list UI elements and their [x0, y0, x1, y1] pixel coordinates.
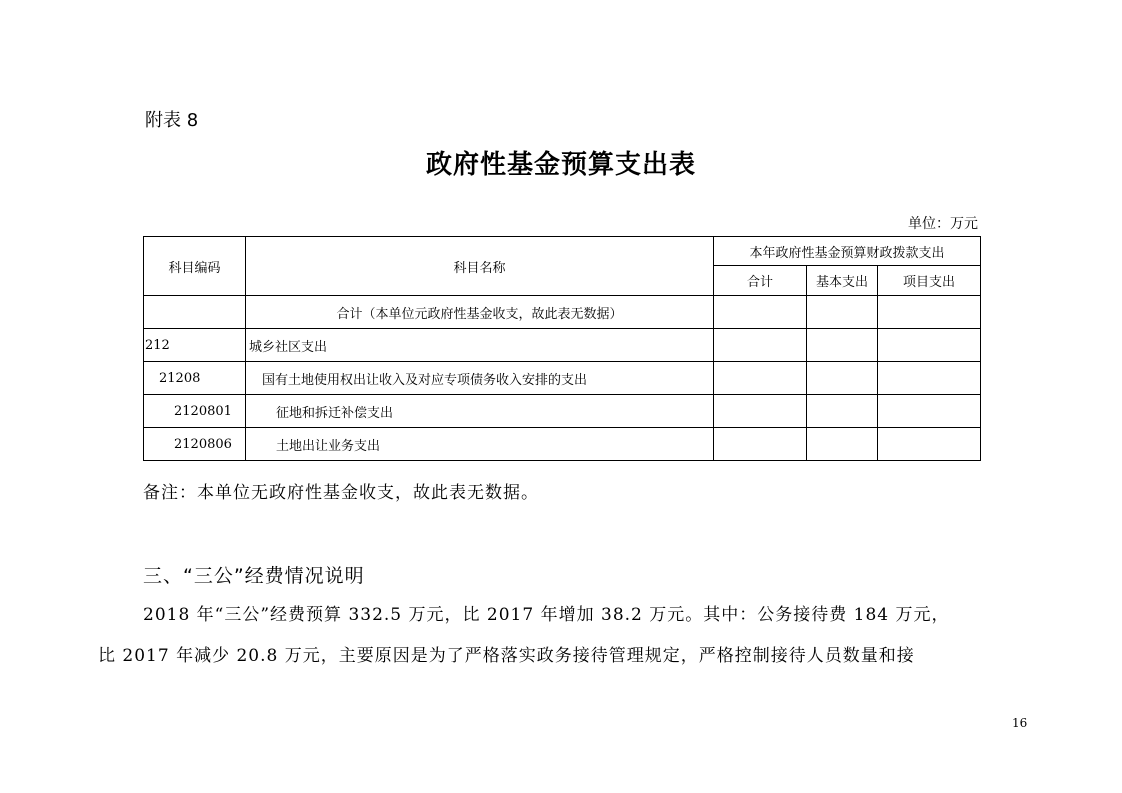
row-project [878, 395, 981, 428]
row-project [878, 428, 981, 461]
header-total: 合计 [714, 266, 807, 296]
paragraph-line-2: 比 2017 年减少 20.8 万元，主要原因是为了严格落实政务接待管理规定，严格控制接待人员数量和接 [98, 646, 915, 666]
table-note: 备注：本单位无政府性基金收支，故此表无数据。 [143, 483, 539, 503]
header-project: 项目支出 [878, 266, 981, 296]
table-row [144, 428, 981, 461]
row-code: 212 [144, 329, 246, 362]
row-name: 国有土地使用权出让收入及对应专项债务收入安排的支出 [246, 362, 714, 395]
table-row-total [144, 296, 981, 329]
table-row [144, 362, 981, 395]
paragraph-line-1: 2018 年“三公”经费预算 332.5 万元，比 2017 年增加 38.2 万元。其中：公务接待费 184 万元， [143, 605, 950, 625]
row-total [714, 329, 807, 362]
row-total [714, 428, 807, 461]
document-title: 政府性基金预算支出表 [425, 150, 696, 180]
header-code: 科目编码 [144, 237, 246, 296]
row-basic [807, 362, 878, 395]
total-value-cell [714, 296, 807, 329]
table-row [144, 395, 981, 428]
row-total [714, 362, 807, 395]
project-value-cell [878, 296, 981, 329]
page-number: 16 [1012, 716, 1028, 730]
row-code: 2120806 [144, 428, 246, 461]
header-name: 科目名称 [246, 237, 714, 296]
appendix-label: 附表 8 [145, 110, 199, 131]
row-name: 征地和拆迁补偿支出 [246, 395, 714, 428]
header-basic: 基本支出 [807, 266, 878, 296]
row-name: 城乡社区支出 [246, 329, 714, 362]
fund-budget-table [143, 236, 981, 461]
row-basic [807, 329, 878, 362]
section-heading: 三、“三公”经费情况说明 [143, 565, 365, 587]
row-project [878, 362, 981, 395]
row-total [714, 395, 807, 428]
row-code: 21208 [144, 362, 246, 395]
row-project [878, 329, 981, 362]
row-name: 土地出让业务支出 [246, 428, 714, 461]
row-basic [807, 428, 878, 461]
row-code: 2120801 [144, 395, 246, 428]
row-basic [807, 395, 878, 428]
basic-value-cell [807, 296, 878, 329]
header-group: 本年政府性基金预算财政拨款支出 [714, 237, 981, 266]
table-row [144, 329, 981, 362]
total-code-cell [144, 296, 246, 329]
total-row-label: 合计（本单位元政府性基金收支，故此表无数据） [246, 296, 714, 329]
unit-label: 单位：万元 [908, 216, 978, 232]
